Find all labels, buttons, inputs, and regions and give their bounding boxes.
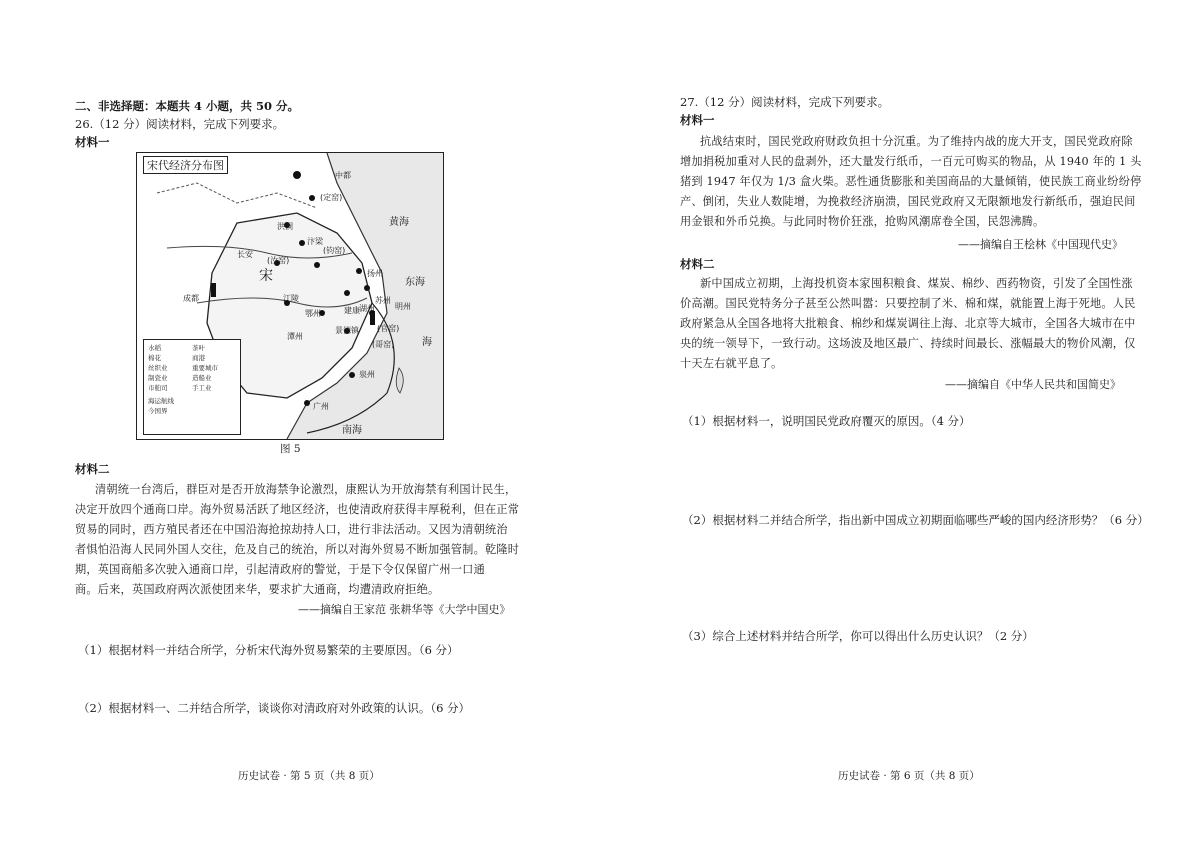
map-label: 宋 — [259, 268, 273, 284]
material-2-line: 商。后来，英国政府两次派使团来华，要求扩大通商，均遭清政府拒绝。 — [75, 583, 440, 596]
material-1-source: ——摘编自王桧林《中国现代史》 — [958, 238, 1123, 251]
legend-item: 市舶司 — [148, 384, 168, 392]
song-economy-map — [136, 152, 444, 440]
question-26-intro: 26.（12 分）阅读材料，完成下列要求。 — [75, 117, 285, 131]
map-label: (定窑) — [320, 193, 343, 202]
map-label: 洪洞 — [277, 222, 293, 231]
map-label: 建康 — [344, 306, 360, 315]
map-label: 苏州 — [375, 296, 391, 305]
map-legend — [143, 339, 241, 435]
map-label: 黄海 — [389, 217, 409, 228]
right-page — [600, 0, 1200, 849]
legend-item: 棉花 — [148, 354, 161, 362]
question-27-2: （2）根据材料二并结合所学，指出新中国成立初期面临哪些严峻的国内经济形势？（6 分） — [682, 513, 1149, 527]
legend-item: 制瓷业 — [148, 374, 168, 382]
map-label: (钧窑) — [323, 246, 346, 255]
map-label: 成都 — [183, 294, 199, 303]
map-label: 扬州 — [367, 269, 383, 278]
material-1-label: 材料一 — [680, 113, 715, 127]
material-1-label: 材料一 — [75, 135, 110, 149]
material-2-source: ——摘编自王家范 张耕华等《大学中国史》 — [298, 603, 511, 616]
map-label: 海 — [422, 337, 432, 348]
material-2-line: 十天左右就平息了。 — [680, 357, 783, 370]
legend-item: 商港 — [192, 354, 205, 362]
material-2-line: 价高潮。国民党特务分子甚至公然叫嚣：只要控制了米、棉和煤，就能置上海于死地。人民 — [680, 297, 1136, 310]
legend-item: 水稻 — [148, 344, 161, 352]
question-27-1: （1）根据材料一，说明国民党政府覆灭的原因。（4 分） — [682, 414, 971, 428]
map-label: 中都 — [335, 171, 351, 180]
map-label: 广州 — [313, 402, 329, 411]
legend-item: 海运航线 — [148, 397, 174, 405]
question-27-3: （3）综合上述材料并结合所学，你可以得出什么历史认识？（2 分） — [682, 629, 1034, 643]
map-label: (哥窑) — [372, 340, 395, 349]
map-label: 泉州 — [359, 370, 375, 379]
question-26-2: （2）根据材料一、二并结合所学，谈谈你对清政府对外政策的认识。（6 分） — [78, 701, 471, 715]
map-label: 汴梁 — [307, 237, 323, 246]
map-label: (官窑) — [377, 324, 400, 333]
map-label: 潭州 — [287, 332, 303, 341]
material-2-label: 材料二 — [680, 257, 715, 271]
material-1-line: 抗战结束时，国民党政府财政负担十分沉重。为了维持内战的庞大开支，国民党政府除 — [700, 135, 1133, 148]
material-2-line: 清朝统一台湾后，群臣对是否开放海禁争论激烈，康熙认为开放海禁有利国计民生， — [95, 483, 517, 496]
material-1-line: 用金银和外币兑换。与此同时物价狂涨，抢购风潮席卷全国，民怨沸腾。 — [680, 215, 1045, 228]
map-label: 江陵 — [283, 294, 299, 303]
page-footer: 历史试卷 · 第 6 页（共 8 页） — [838, 770, 980, 782]
map-label: (汝窑) — [267, 256, 290, 265]
legend-item: 茶叶 — [192, 344, 205, 352]
map-label: 鄂州 — [305, 309, 321, 318]
material-2-line: 贸易的同时，西方殖民者还在中国沿海抢掠劫持人口，进行非法活动。又因为清朝统治 — [75, 523, 508, 536]
map-label: 南海 — [342, 425, 362, 436]
material-2-line: 决定开放四个通商口岸。海外贸易活跃了地区经济，也使清政府获得丰厚税利，但在正常 — [75, 503, 520, 516]
legend-item: 造船业 — [192, 374, 212, 382]
map-label: 景德镇 — [335, 326, 359, 335]
figure-caption: 图 5 — [280, 443, 301, 455]
legend-item: 手工业 — [192, 384, 212, 392]
material-2-label: 材料二 — [75, 462, 110, 476]
material-1-line: 增加捐税加重对人民的盘剥外，还大量发行纸币，一百元可购买的物品，从 1940 年的 1 头 — [680, 155, 1142, 168]
material-1-line: 产、倒闭，失业人数陡增，为挽救经济崩溃，国民党政府又无限额地发行新纸币，强迫民间 — [680, 195, 1136, 208]
map-label: 湖州 — [359, 304, 375, 313]
question-27-intro: 27.（12 分）阅读材料，完成下列要求。 — [680, 95, 890, 109]
legend-item: 今国界 — [148, 407, 168, 415]
map-label: 长安 — [237, 250, 253, 259]
material-2-line: 者惧怕沿海人民同外国人交往，危及自己的统治，所以对海外贸易不断加强管制。乾隆时 — [75, 543, 520, 556]
question-26-1: （1）根据材料一并结合所学，分析宋代海外贸易繁荣的主要原因。（6 分） — [78, 643, 459, 657]
material-2-source: ——摘编自《中华人民共和国简史》 — [945, 378, 1121, 391]
legend-item: 丝织业 — [148, 364, 168, 372]
page-footer: 历史试卷 · 第 5 页（共 8 页） — [238, 770, 380, 782]
material-2-line: 期，英国商船多次驶入通商口岸，引起清政府的警觉，于是下令仅保留广州一口通 — [75, 563, 485, 576]
material-2-line: 新中国成立初期，上海投机资本家囤积粮食、煤炭、棉纱、西药物资，引发了全国性涨 — [700, 277, 1133, 290]
map-label: 东海 — [405, 277, 425, 288]
section-heading: 二、非选择题：本题共 4 小题，共 50 分。 — [75, 99, 300, 113]
map-label: 明州 — [395, 302, 411, 311]
material-1-line: 猪到 1947 年仅为 1/3 盒火柴。恶性通货膨胀和美国商品的大量倾销，使民族工商业纷纷停 — [680, 175, 1142, 188]
material-2-line: 央的统一领导下，一致行动。这场波及地区最广、持续时间最长、涨幅最大的物价风潮，仅 — [680, 337, 1136, 350]
legend-item: 重要城市 — [192, 364, 218, 372]
material-2-line: 政府紧急从全国各地将大批粮食、棉纱和煤炭调往上海、北京等大城市，全国各大城市在中 — [680, 317, 1136, 330]
map-title: 宋代经济分布图 — [143, 156, 228, 174]
